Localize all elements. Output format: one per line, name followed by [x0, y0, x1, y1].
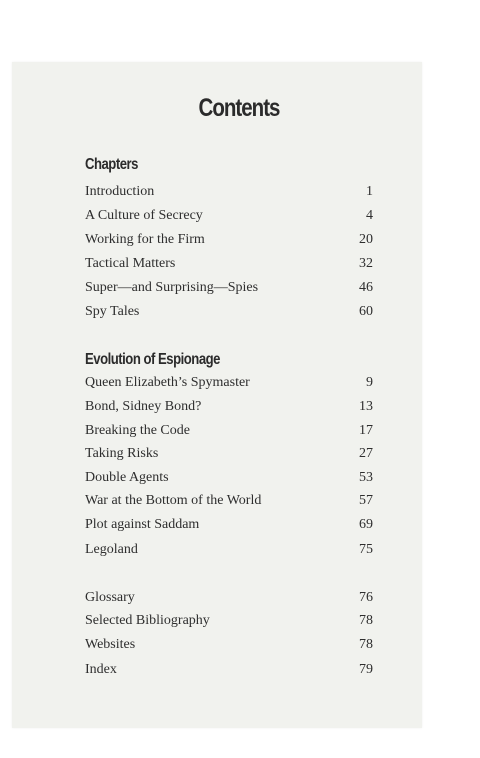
entry-title: A Culture of Secrecy [85, 208, 203, 223]
toc-entry [85, 304, 373, 324]
entry-page-number: 69 [359, 517, 373, 532]
toc-entry [85, 280, 373, 300]
toc-entry [85, 423, 373, 443]
entry-title: Plot against Saddam [85, 517, 200, 532]
entry-page-number: 60 [359, 304, 373, 319]
entry-title: Selected Bibliography [85, 613, 210, 628]
toc-entry [85, 232, 373, 252]
toc-entry [85, 590, 373, 610]
entry-title: Breaking the Code [85, 423, 190, 438]
toc-entry [85, 517, 373, 537]
entry-title: Legoland [85, 542, 138, 557]
entry-page-number: 32 [359, 256, 373, 271]
entry-page-number: 79 [359, 662, 373, 677]
page-title: Contents [198, 94, 280, 122]
entry-title: Index [85, 662, 117, 677]
entry-title: Spy Tales [85, 304, 140, 319]
toc-entry [85, 493, 373, 513]
entry-title: Taking Risks [85, 446, 159, 461]
toc-entry [85, 470, 373, 490]
entry-title: Glossary [85, 590, 135, 605]
entry-title: Bond, Sidney Bond? [85, 399, 202, 414]
entry-page-number: 27 [359, 446, 373, 461]
evolution-heading: Evolution of Espionage [85, 351, 220, 368]
toc-entry [85, 256, 373, 276]
toc-entry [85, 662, 373, 682]
entry-title: Super—and Surprising—Spies [85, 280, 259, 295]
entry-page-number: 1 [366, 184, 373, 199]
entry-page-number: 46 [359, 280, 373, 295]
toc-entry [85, 446, 373, 466]
entry-title: Introduction [85, 184, 155, 199]
entry-page-number: 78 [359, 637, 373, 652]
toc-entry [85, 613, 373, 633]
entry-page-number: 76 [359, 590, 373, 605]
entry-title: Queen Elizabeth’s Spymaster [85, 375, 250, 390]
toc-entry [85, 637, 373, 657]
toc-entry [85, 184, 373, 204]
toc-entry [85, 399, 373, 419]
toc-entry [85, 375, 373, 395]
entry-page-number: 78 [359, 613, 373, 628]
entry-title: Websites [85, 637, 136, 652]
entry-page-number: 20 [359, 232, 373, 247]
entry-page-number: 53 [359, 470, 373, 485]
entry-page-number: 17 [359, 423, 373, 438]
entry-page-number: 4 [366, 208, 373, 223]
entry-page-number: 9 [366, 375, 373, 390]
toc-entry [85, 208, 373, 228]
chapters-heading: Chapters [85, 156, 138, 173]
entry-page-number: 13 [359, 399, 373, 414]
entry-page-number: 57 [359, 493, 373, 508]
entry-title: Working for the Firm [85, 232, 205, 247]
entry-title: Tactical Matters [85, 256, 176, 271]
entry-title: Double Agents [85, 470, 169, 485]
toc-entry [85, 542, 373, 562]
entry-page-number: 75 [359, 542, 373, 557]
entry-title: War at the Bottom of the World [85, 493, 262, 508]
